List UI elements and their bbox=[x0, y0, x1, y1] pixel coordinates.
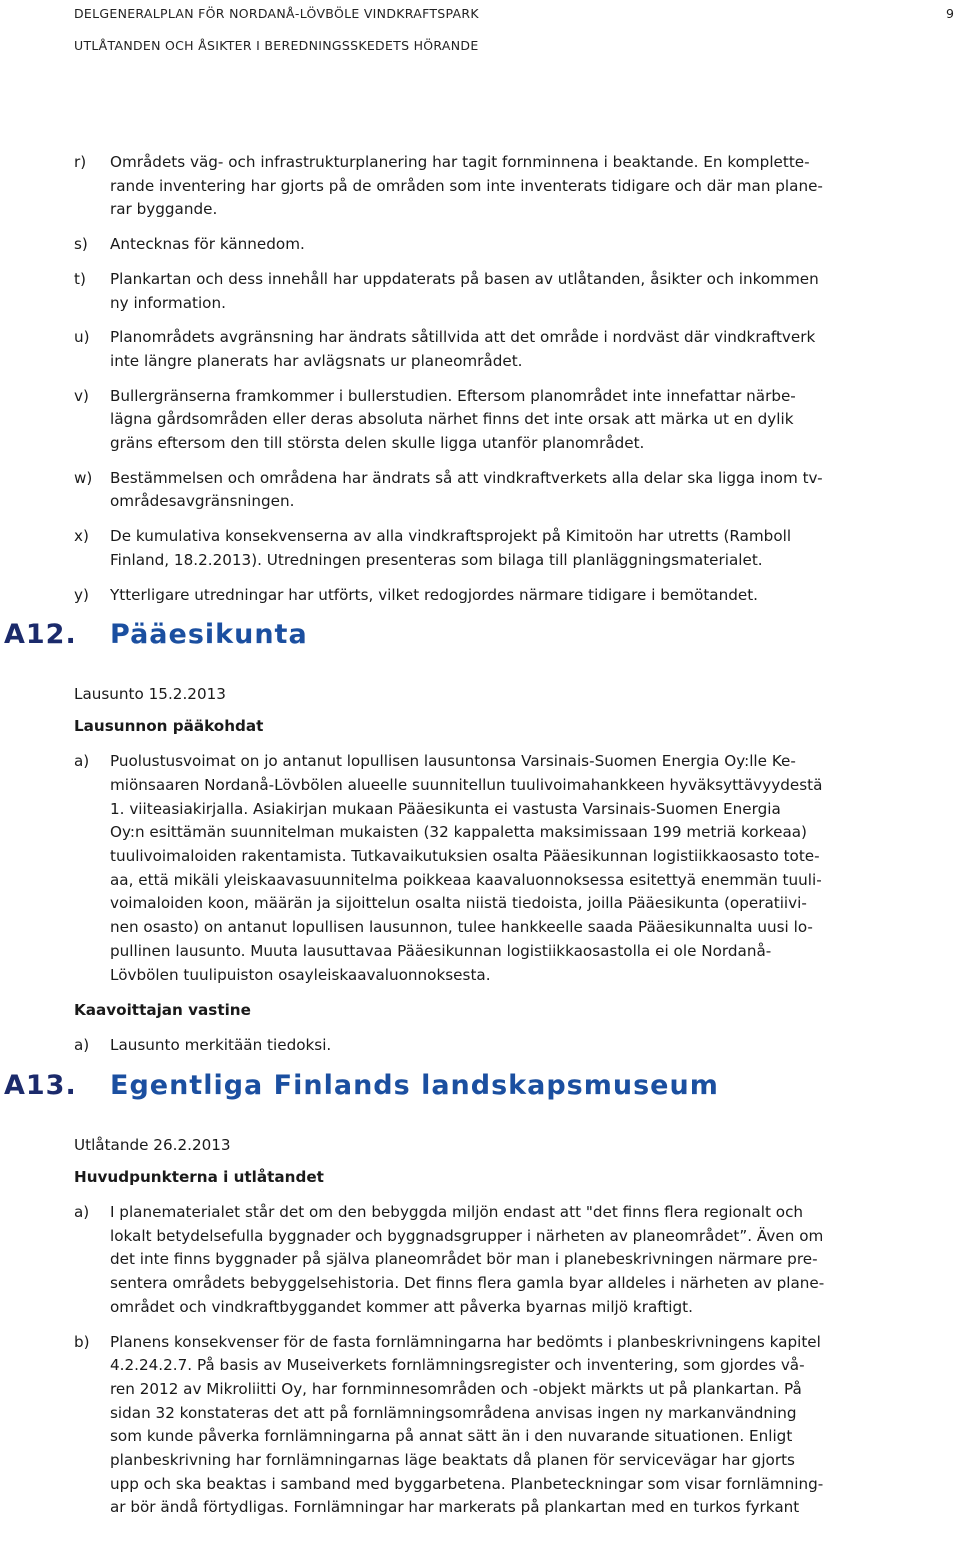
item-text-line: området och vindkraftbyggandet kommer att påverka byarnas miljö kraftigt. bbox=[110, 1297, 693, 1316]
item-text-line: lägna gårdsområden eller deras absoluta närhet finns det inte orsak att märka ut en dylik bbox=[110, 410, 794, 429]
item-text-line: Puolustusvoimat on jo antanut lopullisen lausuntonsa Varsinais-Suomen Energia Oy:lle Ke- bbox=[110, 752, 796, 771]
item-text-line: De kumulativa konsekvenserna av alla vindkraftsprojekt på Kimitoön har utretts (Ramboll bbox=[110, 527, 792, 546]
item-text-line: Bestämmelsen och områdena har ändrats så att vindkraftverkets alla delar ska ligga inom tv- bbox=[110, 468, 823, 487]
statement-date: Lausunto 15.2.2013 bbox=[74, 685, 226, 704]
item-label: y) bbox=[74, 585, 89, 604]
item-text-line: sentera områdets bebyggelsehistoria. Det finns flera gamla byar alldeles i närheten av plane- bbox=[110, 1274, 825, 1293]
item-text-line: 1. viiteasiakirjalla. Asiakirjan mukaan Pääesikunta ei vastusta Varsinais-Suomen Energia bbox=[110, 799, 781, 818]
list-item bbox=[74, 1331, 954, 1521]
page-number: 9 bbox=[946, 6, 954, 21]
item-text-line: ar bör ändå förtydligas. Fornlämningar har markerats på plankartan med en turkos fyrkant bbox=[110, 1498, 800, 1517]
list-item bbox=[74, 1034, 954, 1058]
item-text-line: rar byggande. bbox=[110, 200, 218, 219]
subheading-main-points: Huvudpunkterna i utlåtandet bbox=[74, 1167, 324, 1186]
section-number: A13. bbox=[4, 1069, 77, 1101]
item-text-line: tuulivoimaloiden rakentamista. Tutkavaikutuksien osalta Pääesikunnan logistiikkaosasto tote- bbox=[110, 847, 820, 866]
item-text-line: I planematerialet står det om den bebyggda miljön endast att "det finns flera regionalt och bbox=[110, 1202, 804, 1221]
document-body bbox=[4, 151, 954, 1531]
item-text-line: rande inventering har gjorts på de områden som inte inventerats tidigare och där man plane- bbox=[110, 176, 823, 195]
planner-response-list bbox=[74, 1034, 954, 1058]
item-text-line: upp och ska beaktas i samband med byggarbetena. Planbeteckningar som visar fornlämning- bbox=[110, 1474, 824, 1493]
item-text-line: Planområdets avgränsning har ändrats såtillvida att det område i nordväst där vindkraftverk bbox=[110, 328, 816, 347]
item-text-line: ny information. bbox=[110, 293, 226, 312]
item-text-line: Oy:n esittämän suunnitelman mukaisten (32 kappaletta maksimissaan 199 metriä korkeaa) bbox=[110, 823, 807, 842]
document-subtitle: UTLÅTANDEN OCH ÅSIKTER I BEREDNINGSSKEDETS HÖRANDE bbox=[74, 38, 479, 53]
item-text-line: Finland, 18.2.2013). Utredningen presenteras som bilaga till planläggningsmaterialet. bbox=[110, 550, 763, 569]
document-title: DELGENERALPLAN FÖR NORDANÅ-LÖVBÖLE VINDKRAFTSPARK bbox=[74, 6, 479, 21]
item-text-line: Ytterligare utredningar har utförts, vilket redogjordes närmare tidigare i bemötandet. bbox=[110, 585, 758, 604]
item-text-line: sidan 32 konstateras det att på fornlämningsområdena anvisas ingen ny markanvändning bbox=[110, 1403, 797, 1422]
list-item bbox=[74, 750, 954, 987]
response-list-top bbox=[74, 151, 954, 607]
item-text-line: som kunde påverka fornlämningarna på annat sätt än i den nuvarande situationen. Enligt bbox=[110, 1427, 793, 1446]
section-name: Egentliga Finlands landskapsmuseum bbox=[110, 1069, 719, 1101]
item-text-line: nen osasto) on antanut lopullisen lausunnon, tulee hankkeelle saada Pääesikunnalta uusi lo- bbox=[110, 918, 813, 937]
subheading-main-points: Lausunnon pääkohdat bbox=[74, 717, 264, 736]
statement-date: Utlåtande 26.2.2013 bbox=[74, 1135, 231, 1154]
list-item bbox=[74, 385, 954, 456]
item-text-line: Bullergränserna framkommer i bullerstudien. Eftersom planområdet inte innefattar närbe- bbox=[110, 386, 796, 405]
subheading-planner-response: Kaavoittajan vastine bbox=[74, 1001, 251, 1020]
main-points-list bbox=[74, 750, 954, 987]
list-item bbox=[74, 233, 954, 257]
item-label: w) bbox=[74, 468, 93, 487]
item-label: a) bbox=[74, 752, 90, 771]
item-text-line: Planens konsekvenser för de fasta fornlämningarna har bedömts i planbeskrivningens kapitel bbox=[110, 1332, 821, 1351]
item-text-line: voimaloiden koon, määrän ja sijoittelun osalta niistä tiedoista, joilla Pääesikunta (operatiivi- bbox=[110, 894, 807, 913]
item-label: b) bbox=[74, 1332, 90, 1351]
section-heading-a13 bbox=[4, 1069, 954, 1119]
item-text-line: Lausunto merkitään tiedoksi. bbox=[110, 1036, 332, 1055]
section-number: A12. bbox=[4, 619, 77, 651]
section-heading-a12 bbox=[4, 618, 954, 668]
main-points-list bbox=[74, 1201, 954, 1520]
item-text-line: inte längre planerats har avlägsnats ur planeområdet. bbox=[110, 351, 523, 370]
item-label: r) bbox=[74, 153, 87, 171]
item-text-line: områdesavgränsningen. bbox=[110, 492, 295, 511]
item-label: a) bbox=[74, 1036, 90, 1055]
item-text-line: Områdets väg- och infrastrukturplanering har tagit fornminnena i beaktande. En komplette- bbox=[110, 153, 810, 171]
item-text-line: aa, että mikäli yleiskaavasuunnitelma poikkeaa kaavaluonnoksessa esitettyä enemmän tuuli- bbox=[110, 870, 822, 889]
section-name: Pääesikunta bbox=[110, 619, 308, 651]
item-text-line: ren 2012 av Mikroliitti Oy, har fornminnesområden och -objekt märkts ut på plankartan. På bbox=[110, 1379, 802, 1398]
list-item bbox=[74, 151, 954, 222]
list-item bbox=[74, 1201, 954, 1320]
item-label: t) bbox=[74, 269, 86, 288]
list-item bbox=[74, 584, 954, 608]
item-text-line: lokalt betydelsefulla byggnader och byggnadsgrupper i närheten av planeområdet”. Även om bbox=[110, 1226, 824, 1245]
list-item bbox=[74, 268, 954, 315]
item-text-line: det inte finns byggnader på själva planeområdet bör man i planebeskrivningen närmare pre- bbox=[110, 1250, 818, 1269]
item-label: x) bbox=[74, 527, 89, 546]
item-label: v) bbox=[74, 386, 89, 405]
item-text-line: gräns eftersom den till största delen skulle ligga utanför planområdet. bbox=[110, 434, 645, 453]
list-item bbox=[74, 525, 954, 572]
page-header bbox=[74, 4, 479, 56]
list-item bbox=[74, 467, 954, 514]
item-label: a) bbox=[74, 1202, 90, 1221]
item-text-line: miönsaaren Nordanå-Lövbölen alueelle suunnitellun tuulivoimahankkeen hyväksyttävyydestä bbox=[110, 775, 823, 794]
item-label: s) bbox=[74, 235, 88, 254]
item-text-line: planbeskrivning har fornlämningarnas läge beaktats då planen för servicevägar har gjorts bbox=[110, 1451, 795, 1470]
item-text-line: Lövbölen tuulipuiston osayleiskaavaluonnoksesta. bbox=[110, 965, 491, 984]
item-text-line: Antecknas för kännedom. bbox=[110, 235, 305, 254]
item-text-line: pullinen lausunto. Muuta lausuttavaa Pääesikunnan logistiikkaosastolla ei ole Nordanå- bbox=[110, 941, 772, 960]
item-label: u) bbox=[74, 328, 90, 347]
list-item bbox=[74, 326, 954, 373]
item-text-line: Plankartan och dess innehåll har uppdaterats på basen av utlåtanden, åsikter och inkommen bbox=[110, 269, 819, 288]
item-text-line: 4.2.24.2.7. På basis av Museiverkets fornlämningsregister och inventering, som gjordes vå- bbox=[110, 1356, 805, 1375]
